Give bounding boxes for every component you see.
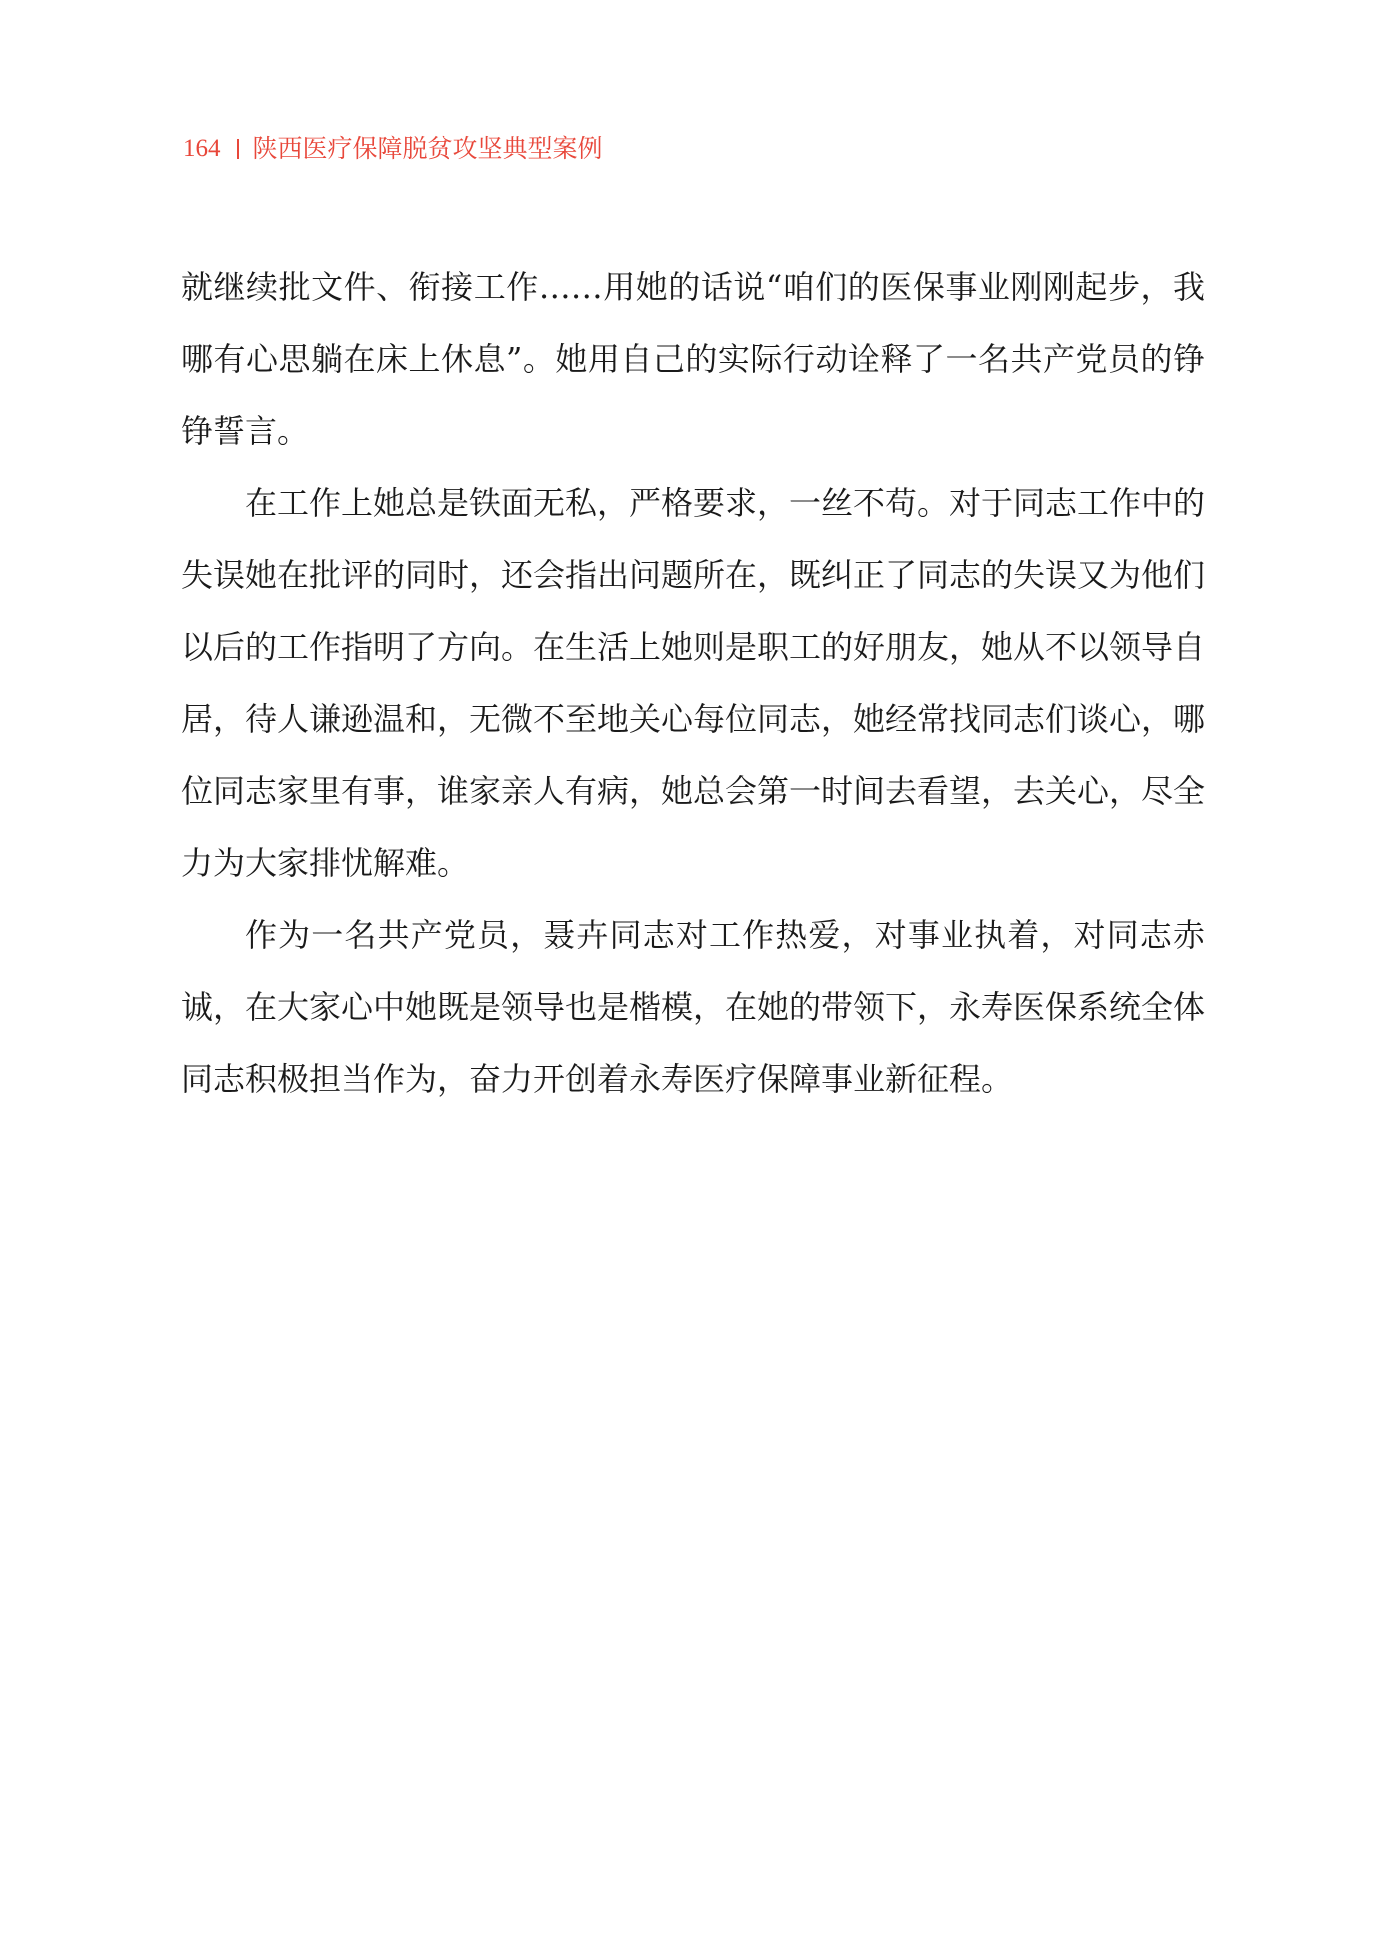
header-divider [237,139,239,159]
body-text [181,251,1205,1115]
book-title: 陕西医疗保障脱贫攻坚典型案例 [252,134,603,163]
running-header [183,131,603,167]
page-number: 164 [183,135,221,162]
paragraph-work-and-life: 在工作上她总是铁面无私，严格要求，一丝不苟。对于同志工作中的失误她在批评的同时，还会指出问题所在，既纠正了同志的失误又为他们以后的工作指明了方向。在生活上她则是职工的好朋友，她从不以领导自居，待人谦逊温和，无微不至地关心每位同志，她经常找同志们谈心，哪位同志家里有事，谁家亲人有病，她总会第一时间去看望，去关心，尽全力为大家排忧解难。 [181,484,1206,882]
paragraph-continued: 就继续批文件、衔接工作……用她的话说“咱们的医保事业刚刚起步，我哪有心思躺在床上休息”。她用自己的实际行动诠释了一名共产党员的铮铮誓言。 [181,268,1205,450]
paragraph-party-member: 作为一名共产党员，聂卉同志对工作热爱，对事业执着，对同志赤诚，在大家心中她既是领导也是楷模，在她的带领下，永寿医保系统全体同志积极担当作为，奋力开创着永寿医疗保障事业新征程。 [181,916,1206,1098]
